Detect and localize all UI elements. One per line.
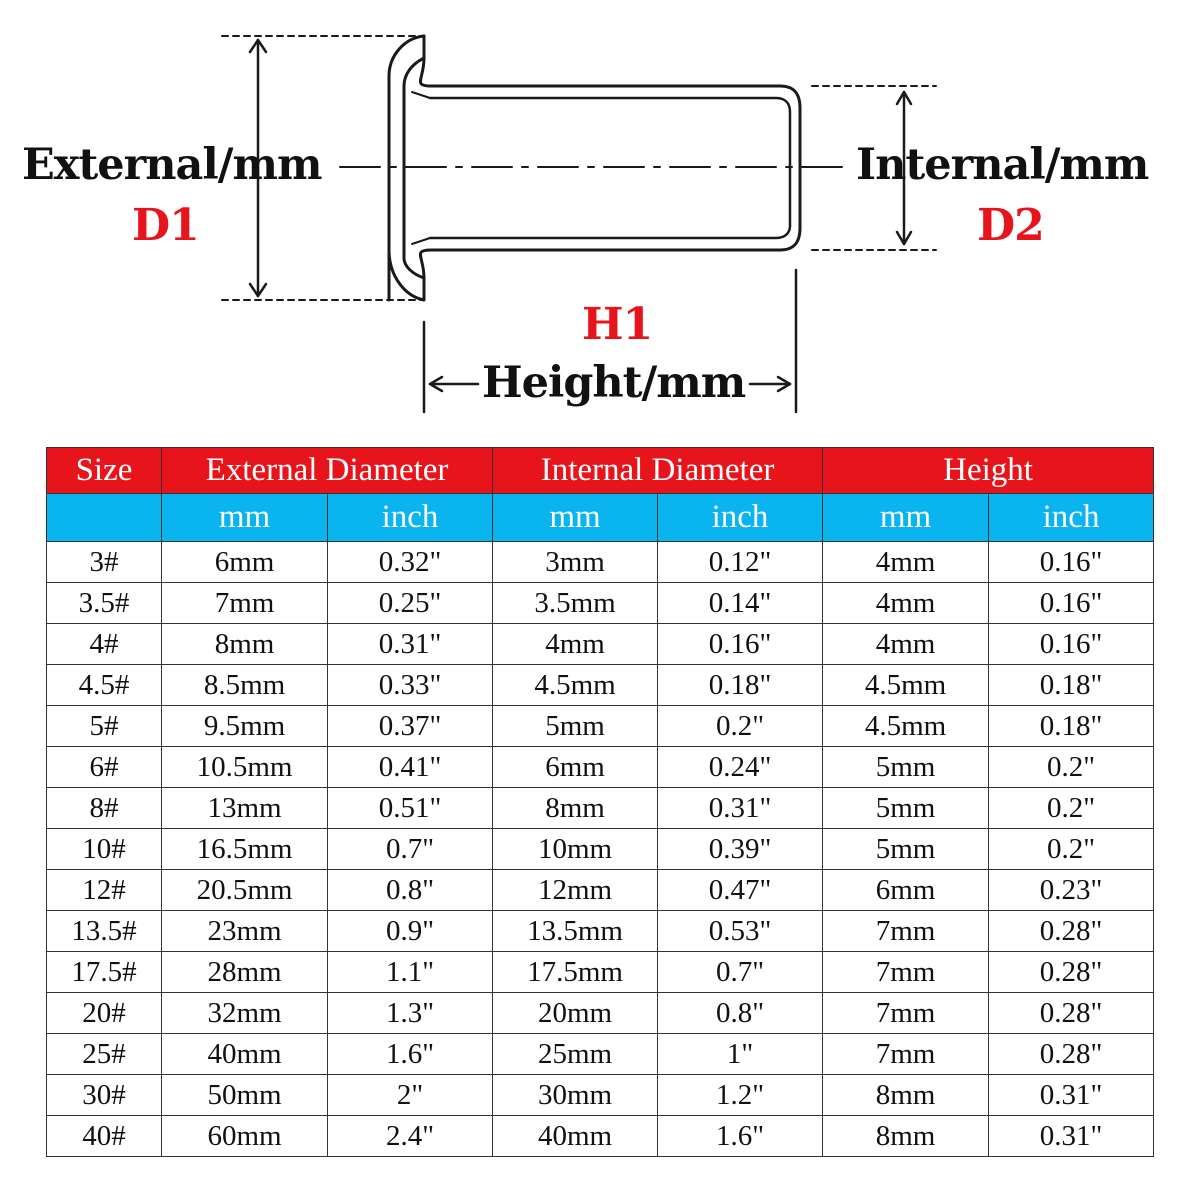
- internal-mm-cell: 5mm: [493, 706, 658, 747]
- table-row: [47, 870, 1154, 911]
- internal-mm-cell: 13.5mm: [493, 911, 658, 952]
- external-mm-label: External/mm: [22, 140, 322, 190]
- table-row: [47, 829, 1154, 870]
- size-spec-table: [46, 447, 1154, 1157]
- height-mm-label: Height/mm: [482, 358, 746, 408]
- table-header-row: [47, 448, 1154, 494]
- height-mm-cell: 7mm: [823, 911, 989, 952]
- internal-mm-cell: 6mm: [493, 747, 658, 788]
- internal-inch-cell: 0.18": [658, 665, 823, 706]
- external-mm-cell: 8.5mm: [162, 665, 328, 706]
- table-row: [47, 706, 1154, 747]
- table-subheader-row: [47, 494, 1154, 542]
- internal-inch-cell: 0.39": [658, 829, 823, 870]
- external-inch-cell: 0.25": [328, 583, 493, 624]
- internal-mm-cell: 8mm: [493, 788, 658, 829]
- size-cell: 13.5#: [47, 911, 162, 952]
- external-mm-cell: 13mm: [162, 788, 328, 829]
- d1-label: D1: [132, 200, 199, 251]
- subheader-size: [47, 494, 162, 542]
- internal-mm-cell: 25mm: [493, 1034, 658, 1075]
- table-row: [47, 1116, 1154, 1157]
- height-inch-cell: 0.23": [989, 870, 1154, 911]
- table-row: [47, 788, 1154, 829]
- internal-inch-cell: 0.2": [658, 706, 823, 747]
- size-cell: 17.5#: [47, 952, 162, 993]
- external-inch-cell: 0.37": [328, 706, 493, 747]
- internal-inch-cell: 1": [658, 1034, 823, 1075]
- internal-mm-cell: 4mm: [493, 624, 658, 665]
- subheader-height-mm: mm: [823, 494, 989, 542]
- upper-flange-inner: [404, 36, 424, 258]
- height-mm-cell: 5mm: [823, 829, 989, 870]
- internal-inch-cell: 0.47": [658, 870, 823, 911]
- size-cell: 40#: [47, 1116, 162, 1157]
- external-inch-cell: 1.6": [328, 1034, 493, 1075]
- external-mm-cell: 23mm: [162, 911, 328, 952]
- internal-inch-cell: 1.6": [658, 1116, 823, 1157]
- height-mm-cell: 7mm: [823, 993, 989, 1034]
- table-body: [47, 542, 1154, 1157]
- subheader-external-mm: mm: [162, 494, 328, 542]
- height-mm-cell: 4mm: [823, 542, 989, 583]
- table-row: [47, 747, 1154, 788]
- height-mm-cell: 4.5mm: [823, 706, 989, 747]
- size-cell: 8#: [47, 788, 162, 829]
- table-row: [47, 665, 1154, 706]
- height-inch-cell: 0.28": [989, 911, 1154, 952]
- eyelet-diagram: [0, 0, 1200, 440]
- external-mm-cell: 60mm: [162, 1116, 328, 1157]
- internal-mm-cell: 3.5mm: [493, 583, 658, 624]
- external-inch-cell: 0.51": [328, 788, 493, 829]
- size-cell: 3#: [47, 542, 162, 583]
- external-inch-cell: 0.31": [328, 624, 493, 665]
- external-inch-cell: 0.8": [328, 870, 493, 911]
- height-inch-cell: 0.16": [989, 583, 1154, 624]
- table-row: [47, 993, 1154, 1034]
- external-mm-cell: 8mm: [162, 624, 328, 665]
- internal-mm-label: Internal/mm: [856, 140, 1149, 190]
- height-inch-cell: 0.2": [989, 829, 1154, 870]
- table-row: [47, 952, 1154, 993]
- height-inch-cell: 0.18": [989, 706, 1154, 747]
- size-cell: 3.5#: [47, 583, 162, 624]
- internal-mm-cell: 17.5mm: [493, 952, 658, 993]
- internal-inch-cell: 0.53": [658, 911, 823, 952]
- internal-inch-cell: 0.31": [658, 788, 823, 829]
- height-inch-cell: 0.28": [989, 1034, 1154, 1075]
- internal-inch-cell: 1.2": [658, 1075, 823, 1116]
- external-inch-cell: 0.9": [328, 911, 493, 952]
- subheader-internal-mm: mm: [493, 494, 658, 542]
- table-row: [47, 624, 1154, 665]
- height-mm-cell: 5mm: [823, 747, 989, 788]
- height-inch-cell: 0.16": [989, 624, 1154, 665]
- height-inch-cell: 0.18": [989, 665, 1154, 706]
- size-cell: 6#: [47, 747, 162, 788]
- internal-inch-cell: 0.7": [658, 952, 823, 993]
- size-cell: 10#: [47, 829, 162, 870]
- external-mm-cell: 40mm: [162, 1034, 328, 1075]
- h1-label: H1: [582, 299, 653, 350]
- external-inch-cell: 0.32": [328, 542, 493, 583]
- height-mm-cell: 4mm: [823, 624, 989, 665]
- external-inch-cell: 0.41": [328, 747, 493, 788]
- height-mm-cell: 4mm: [823, 583, 989, 624]
- internal-mm-cell: 20mm: [493, 993, 658, 1034]
- internal-inch-cell: 0.24": [658, 747, 823, 788]
- internal-diameter-header: Internal Diameter: [493, 448, 823, 494]
- subheader-internal-inch: inch: [658, 494, 823, 542]
- internal-mm-cell: 4.5mm: [493, 665, 658, 706]
- size-cell: 4#: [47, 624, 162, 665]
- lower-flange-curl: [389, 250, 424, 300]
- size-cell: 25#: [47, 1034, 162, 1075]
- height-inch-cell: 0.2": [989, 788, 1154, 829]
- external-inch-cell: 1.1": [328, 952, 493, 993]
- external-mm-cell: 6mm: [162, 542, 328, 583]
- table-row: [47, 1075, 1154, 1116]
- subheader-external-inch: inch: [328, 494, 493, 542]
- internal-mm-cell: 3mm: [493, 542, 658, 583]
- internal-inch-cell: 0.14": [658, 583, 823, 624]
- height-mm-cell: 5mm: [823, 788, 989, 829]
- internal-inch-cell: 0.8": [658, 993, 823, 1034]
- table-row: [47, 1034, 1154, 1075]
- internal-inch-cell: 0.16": [658, 624, 823, 665]
- external-inch-cell: 2": [328, 1075, 493, 1116]
- size-header: Size: [47, 448, 162, 494]
- size-cell: 20#: [47, 993, 162, 1034]
- external-inch-cell: 2.4": [328, 1116, 493, 1157]
- external-mm-cell: 16.5mm: [162, 829, 328, 870]
- external-inch-cell: 0.33": [328, 665, 493, 706]
- size-cell: 4.5#: [47, 665, 162, 706]
- size-cell: 30#: [47, 1075, 162, 1116]
- height-inch-cell: 0.28": [989, 952, 1154, 993]
- external-mm-cell: 7mm: [162, 583, 328, 624]
- height-mm-cell: 8mm: [823, 1075, 989, 1116]
- external-mm-cell: 10.5mm: [162, 747, 328, 788]
- d2-label: D2: [977, 200, 1044, 251]
- internal-mm-cell: 10mm: [493, 829, 658, 870]
- size-cell: 5#: [47, 706, 162, 747]
- external-mm-cell: 32mm: [162, 993, 328, 1034]
- internal-mm-cell: 30mm: [493, 1075, 658, 1116]
- height-header: Height: [823, 448, 1154, 494]
- height-mm-cell: 6mm: [823, 870, 989, 911]
- external-inch-cell: 0.7": [328, 829, 493, 870]
- height-mm-cell: 8mm: [823, 1116, 989, 1157]
- height-mm-cell: 4.5mm: [823, 665, 989, 706]
- height-inch-cell: 0.31": [989, 1116, 1154, 1157]
- size-cell: 12#: [47, 870, 162, 911]
- internal-mm-cell: 40mm: [493, 1116, 658, 1157]
- height-inch-cell: 0.28": [989, 993, 1154, 1034]
- table-row: [47, 583, 1154, 624]
- height-mm-cell: 7mm: [823, 1034, 989, 1075]
- internal-mm-cell: 12mm: [493, 870, 658, 911]
- height-inch-cell: 0.2": [989, 747, 1154, 788]
- internal-inch-cell: 0.12": [658, 542, 823, 583]
- table-row: [47, 542, 1154, 583]
- external-mm-cell: 9.5mm: [162, 706, 328, 747]
- external-mm-cell: 28mm: [162, 952, 328, 993]
- external-mm-cell: 50mm: [162, 1075, 328, 1116]
- height-mm-cell: 7mm: [823, 952, 989, 993]
- subheader-height-inch: inch: [989, 494, 1154, 542]
- external-diameter-header: External Diameter: [162, 448, 493, 494]
- height-inch-cell: 0.31": [989, 1075, 1154, 1116]
- table-row: [47, 911, 1154, 952]
- height-inch-cell: 0.16": [989, 542, 1154, 583]
- external-mm-cell: 20.5mm: [162, 870, 328, 911]
- external-inch-cell: 1.3": [328, 993, 493, 1034]
